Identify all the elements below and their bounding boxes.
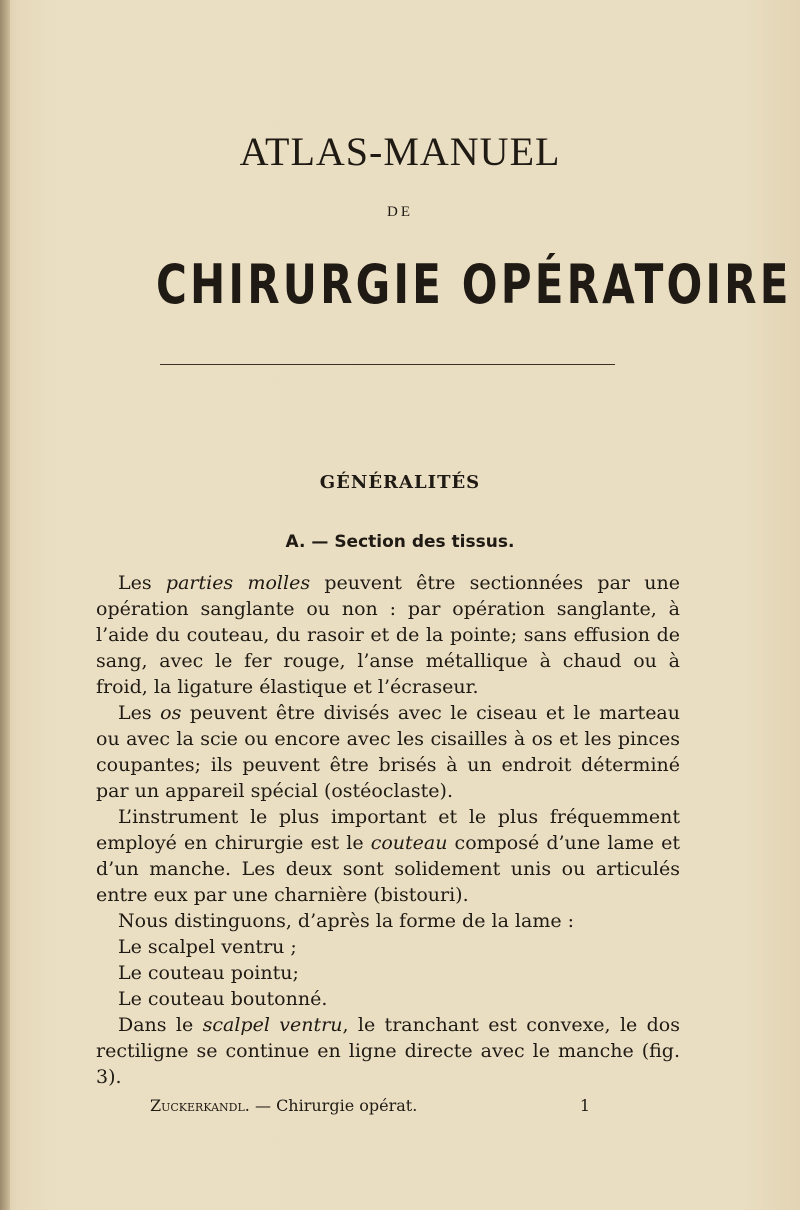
list-item: Le couteau pointu; — [118, 962, 299, 984]
paragraph: Les parties molles peuvent être sectionnées par une opération sanglante ou non : par opération sanglante, à l’aide du couteau, du rasoir et de la pointe; sans effusion de sang, avec le fer rouge, l’anse métallique à chaud ou à froid, la ligature élastique et l’écraseur. — [96, 572, 680, 698]
paragraph: L’instrument le plus important et le plus fréquemment employé en chirurgie est le couteau composé d’une lame et d’un manche. Les deux sont solidement unis ou articulés entre eux par une charnière (bistouri). — [96, 806, 680, 906]
section-heading: GÉNÉRALITÉS — [319, 472, 481, 493]
book-title: ATLAS-MANUEL — [239, 129, 561, 174]
emphasis: couteau — [370, 832, 448, 854]
list-item: Le scalpel ventru ; — [118, 936, 297, 958]
paragraph: Les os peuvent être divisés avec le ciseau et le marteau ou avec la scie ou encore avec les cisailles à os et les pinces coupantes; ils peuvent être brisés à un endroit déterminé par un appareil spécial (ostéoclaste). — [96, 702, 680, 802]
list-item: Le couteau boutonné. — [118, 988, 328, 1010]
paragraph: Nous distinguons, d’après la forme de la lame : — [118, 910, 575, 932]
paragraph: Dans le scalpel ventru, le tranchant est convexe, le dos rectiligne se continue en ligne directe avec le manche (fig. 3). — [96, 1014, 680, 1088]
emphasis: os — [160, 702, 182, 724]
title-connector: DE — [387, 204, 413, 220]
emphasis: parties molles — [165, 572, 311, 594]
footer-title: Chirurgie opérat. — [276, 1096, 418, 1115]
book-subject: CHIRURGIE OPÉRATOIRE — [156, 253, 792, 316]
page-footer — [150, 1096, 590, 1115]
page-number: 1 — [579, 1096, 590, 1115]
subsection-heading: A. — Section des tissus. — [285, 532, 515, 552]
page-binding-edge — [0, 0, 10, 1210]
body-text — [96, 570, 680, 1090]
title-divider — [160, 364, 615, 365]
emphasis: scalpel ventru — [202, 1014, 343, 1036]
footer-author: Zuckerkandl. — [150, 1096, 250, 1115]
footer-dash: — — [249, 1096, 277, 1115]
